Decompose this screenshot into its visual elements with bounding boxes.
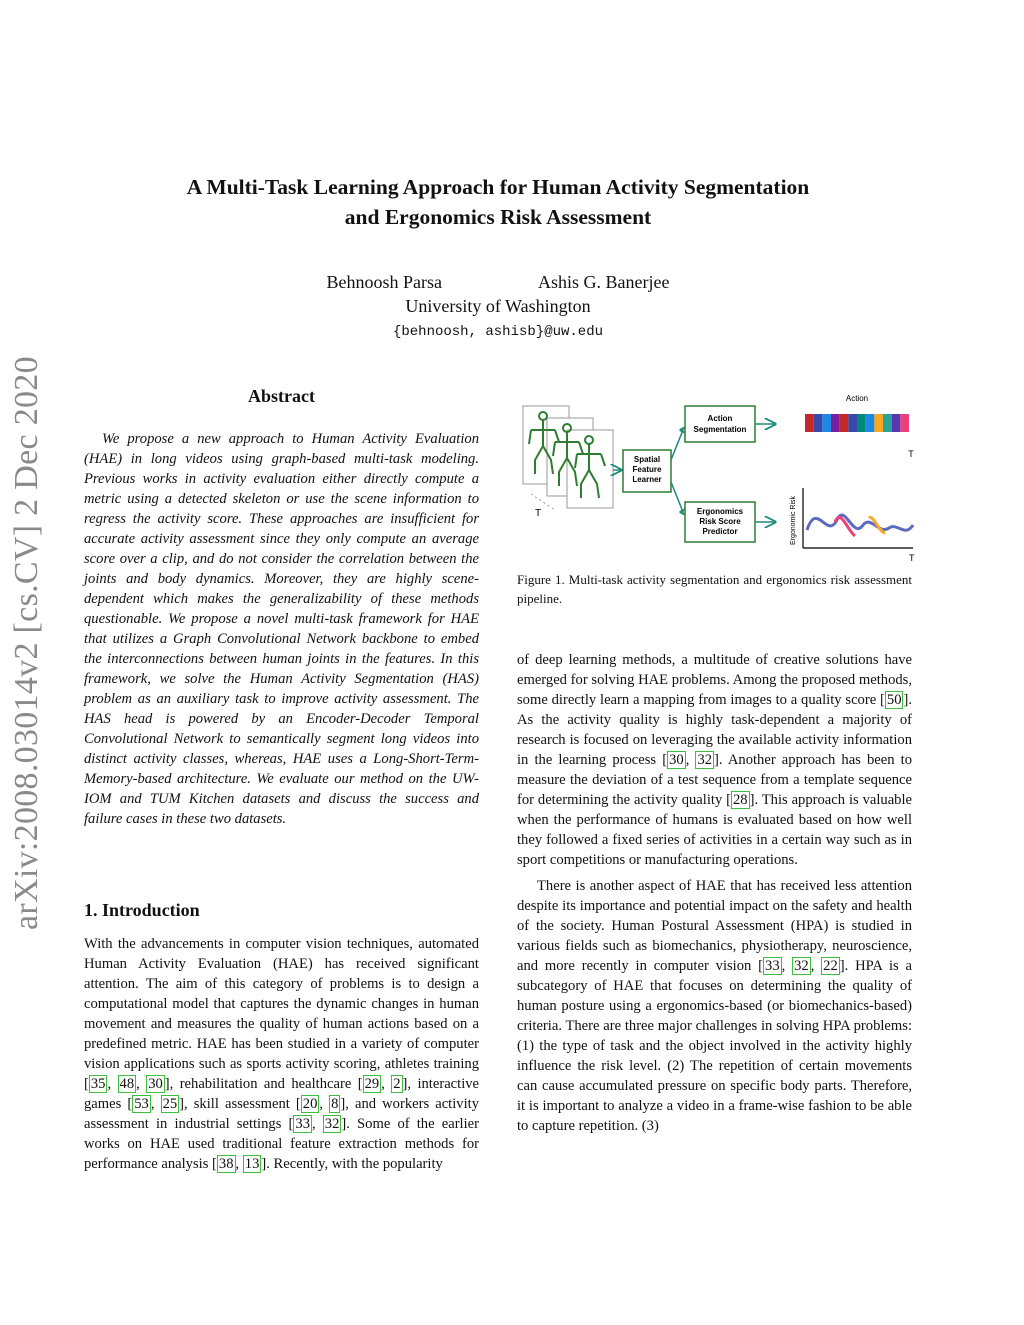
email[interactable]: {behnoosh, ashisb}@uw.edu xyxy=(392,324,604,340)
action-segment xyxy=(857,414,866,432)
action-segment xyxy=(900,414,909,432)
risk-curve-segment-yellow xyxy=(869,517,885,533)
title-line-1: A Multi-Task Learning Approach for Human Activity Segmentation xyxy=(186,175,810,199)
citation-link[interactable]: 20 xyxy=(302,1096,318,1112)
action-color-bar xyxy=(805,414,909,432)
citation-link[interactable]: 25 xyxy=(162,1096,178,1112)
paper-title xyxy=(90,172,906,232)
author-1: Behnoosh Parsa xyxy=(326,272,443,292)
action-bar-time-label: T xyxy=(908,449,914,459)
citation-link[interactable]: 28 xyxy=(733,792,748,808)
affiliation: University of Washington xyxy=(405,296,591,316)
citation-link[interactable]: 2 xyxy=(393,1076,401,1092)
citation-link[interactable]: 53 xyxy=(134,1096,149,1112)
abstract-text: We propose a new approach to Human Activity Evaluation (HAE) in long videos using graph-based multi-task modeling. Previous works in activity evaluation either directly compute a metric using a detected skeleton or use the scene information to regress the activity score. These approaches are insufficient for accurate activity assessment since they only compute an average score over a clip, and do not consider the correlation between the joints and body dynamics. Moreover, they are highly scene-dependent which makes the generalizability of these methods questionable. We propose a novel multi-task framework for HAE that utilizes a Graph Convolutional Network backbone to embed the interconnections between human joints in the features. In this framework, we solve the Human Activity Segmentation (HAS) problem as an auxiliary task to improve activity assessment. The HAS head is powered by an Encoder-Decoder Temporal Convolutional Network to semantically segment long videos into distinct activity classes, whereas, HAE uses a Long-Short-Term-Memory-based architecture. We evaluate our method on the UW-IOM and TUM Kitchen datasets and discuss the success and failure cases in these two datasets. xyxy=(84,431,479,827)
action-seg-label-2: Segmentation xyxy=(693,425,747,434)
citation-link[interactable]: 22 xyxy=(823,958,838,974)
citation-link[interactable]: 30 xyxy=(669,752,684,768)
citation-link[interactable]: 48 xyxy=(119,1076,135,1092)
introduction-heading: 1. Introduction xyxy=(84,900,200,920)
citation-link[interactable]: 29 xyxy=(364,1076,380,1092)
plot-ylabel: Ergonomic Risk xyxy=(790,495,797,545)
action-segment xyxy=(840,414,849,432)
abstract-heading: Abstract xyxy=(248,386,315,406)
figure-1 xyxy=(517,390,917,570)
action-segment xyxy=(831,414,840,432)
action-segment xyxy=(822,414,831,432)
ergo-label-3: Predictor xyxy=(702,527,738,536)
action-segment xyxy=(892,414,901,432)
intro-paragraph-1: With the advancements in computer vision techniques, automated Human Activity Evaluation (HAE) has received significant attention. The aim of this category of problems is to design a computational model that captures the dynamic changes in human movement and measures the quality of human actions based on a predefined metric. HAE has been studied in a variety of computer vision applications such as sports activity scoring, athletes training [ 35 , 48 , 30 ], rehabilitation and healthcare [ 29 , 2 ], interactive games [ 53 , 25 ], skill assessment [ 20 , 8 ], and workers activity assessment in industrial settings [ 33 , 32 ]. Some of the earlier works on HAE used traditional feature extraction methods for performance analysis [ 38 , 13 ]. Recently, with the popularity xyxy=(84,936,480,1172)
introduction-body xyxy=(84,934,479,1174)
citation-link[interactable]: 32 xyxy=(794,958,809,974)
ergo-label-2: Risk Score xyxy=(699,517,741,526)
right-paragraph-2: There is another aspect of HAE that has received less attention despite its importance and potential impact on the safety and health of the society. Human Postural Assessment (HPA) is studied in various fields such as biomechanics, physiotherapy, neuroscience, and more recently in computer vision [ 33 , 32 , 22 ]. HPA is a subcategory of HAE that focuses on determining the quality of human posture using a ergonomics-based (or biomechanics-based) criteria. There are three major challenges in solving HPA problems: (1) the type of task and the object involved in the activity highly influence the risk level. (2) The repetition of certain movements can cause accumulated pressure on specific body parts. Therefore, it is important to analyze a video in a frame-wise fashion to be able to capture repetition. (3) xyxy=(517,878,913,1134)
pipeline-diagram xyxy=(517,390,917,570)
citation-link[interactable]: 30 xyxy=(148,1076,163,1092)
citation-link[interactable]: 33 xyxy=(295,1116,310,1132)
frames-time-label: T xyxy=(535,508,542,519)
citation-link[interactable]: 33 xyxy=(765,958,780,974)
citation-link[interactable]: 32 xyxy=(697,752,713,768)
action-segment xyxy=(874,414,883,432)
citation-link[interactable]: 38 xyxy=(218,1156,234,1172)
author-2: Ashis G. Banerjee xyxy=(538,272,670,292)
authors-block xyxy=(90,270,906,344)
citation-link[interactable]: 35 xyxy=(90,1076,106,1092)
action-bar-title: Action xyxy=(845,394,869,403)
plot-time-label: T xyxy=(909,553,915,563)
action-segment xyxy=(848,414,857,432)
right-column-body xyxy=(517,650,912,1136)
spatial-label-3: Learner xyxy=(632,475,662,484)
action-seg-label-1: Action xyxy=(707,414,733,423)
spatial-label-2: Feature xyxy=(632,465,662,474)
skeleton-frames xyxy=(523,406,613,519)
citation-link[interactable]: 32 xyxy=(324,1116,340,1132)
ergonomic-risk-curve xyxy=(807,515,913,530)
spatial-label-1: Spatial xyxy=(633,455,661,464)
action-segment xyxy=(805,414,814,432)
abstract-body xyxy=(84,429,479,829)
citation-link[interactable]: 8 xyxy=(331,1096,339,1112)
action-segmentation-box xyxy=(685,406,755,442)
citation-link[interactable]: 50 xyxy=(886,692,902,708)
title-line-2: and Ergonomics Risk Assessment xyxy=(344,205,652,229)
right-paragraph-1: of deep learning methods, a multitude of creative solutions have emerged for solving HAE problems. Among the proposed methods, some directly learn a mapping from images to a quality score [ 50 ]. As the activity quality is highly task-dependent a majority of research is focused on leveraging the available activity information in the learning process [ 30 , 32 ]. Another approach has been to measure the deviation of a test sequence from a template sequence for determining the activity quality [ 28 ]. This approach is valuable when the performance of humans is evaluated based on how well they followed a fixed series of activities in a certain way such as in sport competitions or manufacturing operations. xyxy=(517,652,913,868)
action-segment xyxy=(866,414,875,432)
ergo-label-1: Ergonomics xyxy=(696,507,744,516)
action-segment xyxy=(883,414,892,432)
action-segment xyxy=(814,414,823,432)
citation-link[interactable]: 13 xyxy=(244,1156,260,1172)
figure-1-caption: Figure 1. Multi-task activity segmentation and ergonomics risk assessment pipeline. xyxy=(517,572,912,606)
arxiv-watermark: arXiv:2008.03014v2 [cs.CV] 2 Dec 2020 xyxy=(8,356,45,930)
